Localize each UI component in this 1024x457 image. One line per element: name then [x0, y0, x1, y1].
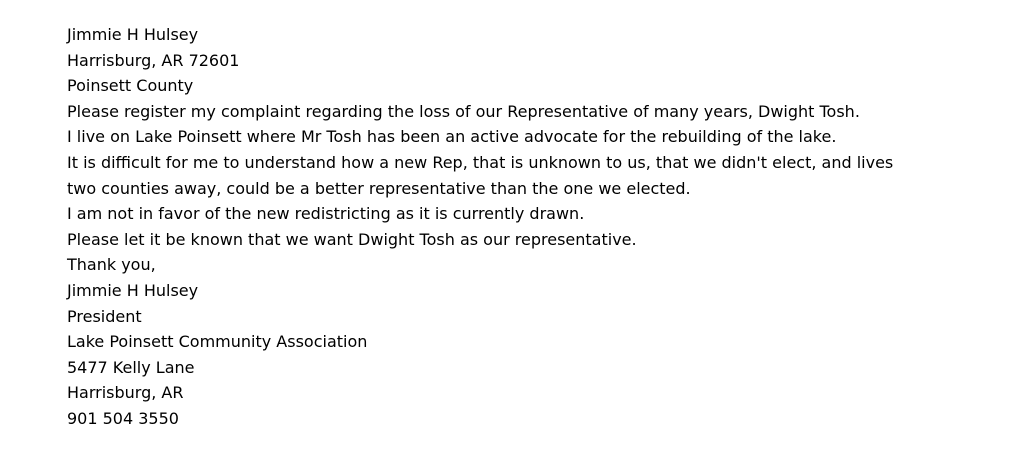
closing-name: Jimmie H Hulsey [67, 280, 199, 300]
body-line-redistricting: I am not in favor of the new redistricting as it is currently drawn. [67, 204, 585, 224]
body-line-two-counties: two counties away, could be a better representative than the one we elected. [67, 178, 691, 198]
sender-county: Poinsett County [67, 76, 194, 96]
body-line-lake: I live on Lake Poinsett where Mr Tosh has been an active advocate for the rebuilding of the lake. [67, 127, 837, 147]
closing-title: President [67, 306, 142, 326]
body-line-difficult: It is difficult for me to understand how a new Rep, that is unknown to us, that we didn't elect, and lives [67, 152, 894, 172]
sender-city-state-zip: Harrisburg, AR 72601 [67, 50, 240, 70]
closing-street: 5477 Kelly Lane [67, 357, 195, 377]
letter [67, 22, 1007, 432]
closing-salutation: Thank you, [67, 255, 156, 275]
sender-name: Jimmie H Hulsey [67, 25, 199, 44]
body-line-complaint: Please register my complaint regarding the loss of our Representative of many years, Dwight Tosh. [67, 101, 860, 121]
closing-organization: Lake Poinsett Community Association [67, 332, 368, 352]
closing-phone: 901 504 3550 [67, 408, 179, 428]
closing-city-state: Harrisburg, AR [67, 383, 184, 403]
body-line-request: Please let it be known that we want Dwight Tosh as our representative. [67, 229, 637, 249]
